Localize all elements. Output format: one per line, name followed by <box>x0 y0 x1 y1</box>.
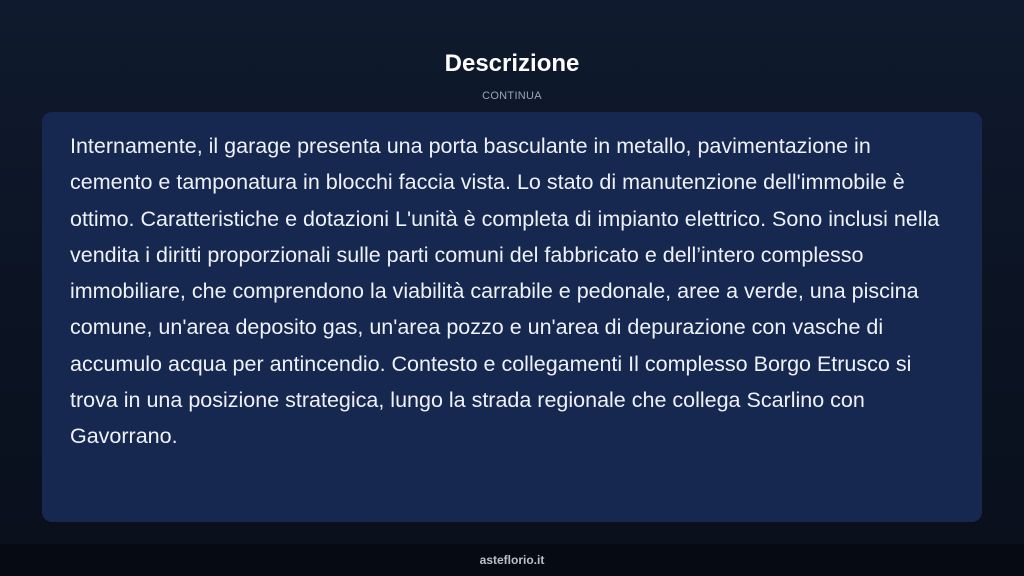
footer-brand: asteflorio.it <box>479 553 545 567</box>
continue-label: CONTINUA <box>482 90 542 102</box>
description-card <box>42 112 982 522</box>
footer-bar <box>0 544 1024 576</box>
page-title: Descrizione <box>444 50 580 77</box>
description-text: Internamente, il garage presenta una porta basculante in metallo, pavimentazione in cemento e tamponatura in blocchi faccia vista. Lo stato di manutenzione dell'immobile è ottimo. Caratteristiche e dotazioni L'unità è completa di impianto elettrico. Sono inclusi nella vendita i diritti proporzionali sulle parti comuni del fabbricato e dell’intero complesso immobiliare, che comprendono la viabilità carrabile e pedonale, aree a verde, una piscina comune, un'area deposito gas, un'area pozzo e un'area di depurazione con vasche di accumulo acqua per antincendio. Contesto e collegamenti Il complesso Borgo Etrusco si trova in una posizione strategica, lungo la strada regionale che collega Scarlino con Gavorrano. <box>70 134 940 449</box>
